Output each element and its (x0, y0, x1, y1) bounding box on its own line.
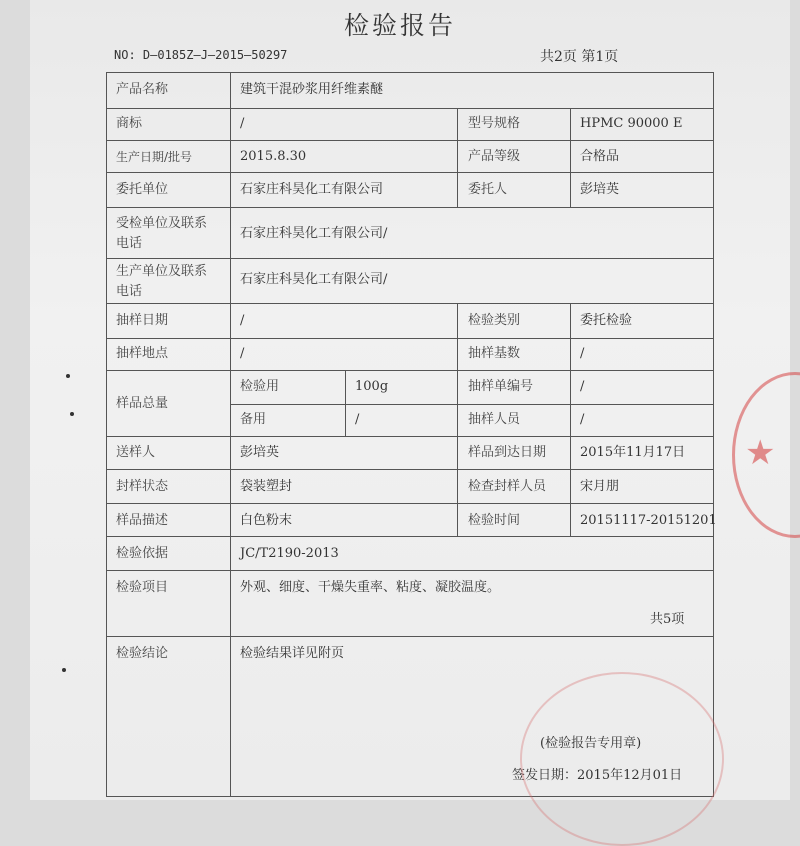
items-count: 共5项 (650, 612, 685, 627)
punch-mark (62, 668, 66, 672)
client-person-value: 彭培英 (580, 182, 620, 197)
model-value: HPMC 90000 E (580, 116, 683, 131)
inspected-unit-value: 石家庄科昊化工有限公司/ (240, 226, 388, 241)
punch-mark (66, 374, 70, 378)
conclusion-label: 检验结论 (116, 646, 169, 661)
seal-checker-value: 宋月朋 (580, 479, 620, 494)
sample-total-label: 样品总量 (116, 396, 169, 411)
punch-mark (70, 412, 74, 416)
product-name-value: 建筑干混砂浆用纤维素醚 (240, 82, 384, 97)
sender-label: 送样人 (116, 445, 156, 460)
grade-value: 合格品 (580, 149, 620, 164)
conclusion-value: 检验结果详见附页 (240, 646, 345, 661)
batch-value: 2015.8.30 (240, 149, 307, 164)
inspection-time-label: 检验时间 (468, 513, 521, 528)
seal-state-label: 封样状态 (116, 479, 169, 494)
star-icon: ★ (745, 433, 776, 473)
for-inspection-value: 100g (355, 379, 389, 394)
producer-value: 石家庄科昊化工有限公司/ (240, 272, 388, 287)
items-value: 外观、细度、干燥失重率、粘度、凝胶温度。 (240, 580, 501, 595)
inspection-time-value: 20151117-20151201 (580, 513, 717, 528)
grade-label: 产品等级 (468, 149, 521, 164)
client-unit-value: 石家庄科昊化工有限公司 (240, 182, 384, 197)
inspection-seal-stamp (520, 672, 724, 846)
sampling-form-value: / (580, 379, 585, 394)
sampling-base-value: / (580, 346, 585, 361)
for-inspection-label: 检验用 (240, 379, 280, 394)
page-title: 检验报告 (343, 11, 456, 40)
basis-label: 检验依据 (116, 546, 169, 561)
report-number: NO: D—0185Z—J—2015—50297 (114, 48, 288, 62)
inspection-type-label: 检验类别 (468, 313, 521, 328)
sampler-label: 抽样人员 (468, 412, 521, 427)
sample-desc-value: 白色粉末 (240, 513, 293, 528)
arrival-date-label: 样品到达日期 (468, 445, 547, 460)
inspection-type-value: 委托检验 (580, 313, 633, 328)
sampling-date-value: / (240, 313, 245, 328)
items-label: 检验项目 (116, 580, 169, 595)
sampler-value: / (580, 412, 585, 427)
basis-value: JC/T2190-2013 (240, 546, 339, 561)
seal-state-value: 袋装塑封 (240, 479, 293, 494)
client-unit-label: 委托单位 (116, 182, 169, 197)
issue-date: 签发日期：2015年12月01日 (512, 768, 683, 783)
client-person-label: 委托人 (468, 182, 508, 197)
producer-label-line2: 电话 (116, 284, 143, 299)
producer-label-line1: 生产单位及联系 (116, 264, 208, 279)
sampling-place-label: 抽样地点 (116, 346, 169, 361)
sampling-base-label: 抽样基数 (468, 346, 521, 361)
seal-checker-label: 检查封样人员 (468, 479, 547, 494)
product-name-label: 产品名称 (116, 82, 169, 97)
sampling-form-label: 抽样单编号 (468, 379, 534, 394)
arrival-date-value: 2015年11月17日 (580, 445, 686, 460)
sender-value: 彭培英 (240, 445, 280, 460)
trademark-label: 商标 (116, 116, 143, 131)
model-label: 型号规格 (468, 116, 521, 131)
reserve-label: 备用 (240, 412, 267, 427)
stamp-note: (检验报告专用章) (540, 736, 642, 751)
page-info: 共2页 第1页 (540, 49, 619, 65)
batch-label: 生产日期/批号 (116, 150, 193, 164)
sampling-date-label: 抽样日期 (116, 313, 169, 328)
trademark-value: / (240, 116, 245, 131)
inspected-unit-label-line1: 受检单位及联系 (116, 216, 208, 231)
reserve-value: / (355, 412, 360, 427)
inspected-unit-label-line2: 电话 (116, 236, 143, 251)
sampling-place-value: / (240, 346, 245, 361)
sample-desc-label: 样品描述 (116, 513, 169, 528)
